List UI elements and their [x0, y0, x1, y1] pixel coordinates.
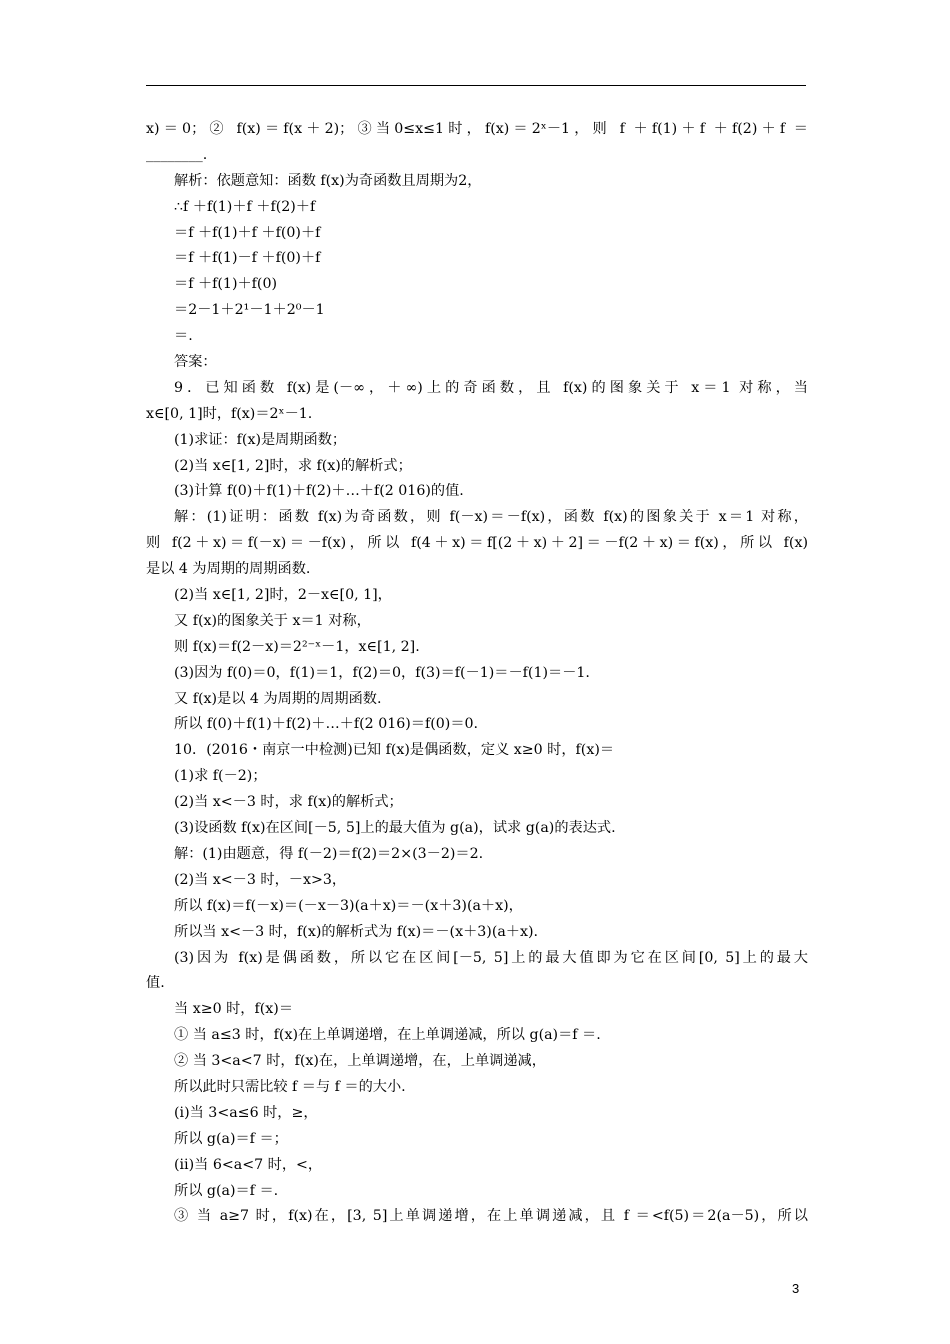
text-line: ② 当 3<a<7 时，f(x)在，上单调递增，在，上单调递减， — [174, 1053, 546, 1070]
text-line: 9．已知函数 f(x)是(－∞，＋∞)上的奇函数，且 f(x)的图象关于 x＝1 对称，当 — [174, 379, 808, 396]
text-line: (2)当 x∈[1, 2]时，求 f(x)的解析式； — [174, 457, 412, 474]
text-line: (3)因为 f(x)是偶函数，所以它在区间[－5, 5]上的最大值即为它在区间[0, 5]上的最大 — [174, 949, 808, 966]
text-line: 又 f(x)的图象关于 x＝1 对称， — [174, 612, 371, 629]
text-line: ________. — [146, 146, 208, 163]
text-line: ③ 当 a≥7 时，f(x)在，[3, 5]上单调递增，在上单调递减，且 f ＝<f(5)＝2(a－5)，所以 — [174, 1208, 808, 1225]
text-line: 当 x≥0 时，f(x)＝ — [174, 1001, 294, 1018]
text-line: 是以 4 为周期的周期函数. — [146, 561, 311, 578]
text-line: (2)当 x∈[1, 2]时，2－x∈[0, 1]， — [174, 587, 392, 604]
text-line: (1)求 f(－2)； — [174, 768, 267, 785]
text-line: ＝f ＋f(1)－f ＋f(0)＋f — [174, 250, 321, 267]
text-line: 则 f(x)＝f(2－x)＝2²⁻ˣ－1，x∈[1, 2]. — [174, 638, 420, 655]
document-body — [146, 117, 808, 1230]
text-line: ∴f ＋f(1)＋f ＋f(2)＋f — [174, 198, 316, 215]
text-line: ＝2－1＋2¹－1＋2⁰－1 — [174, 302, 325, 319]
text-line: ① 当 a≤3 时，f(x)在上单调递增，在上单调递减，所以 g(a)＝f ＝. — [174, 1027, 601, 1044]
text-line: 则 f(2＋x)＝f(－x)＝－f(x)，所以 f(4＋x)＝f[(2＋x)＋2]＝－f(2＋x)＝f(x)，所以 f(x) — [146, 535, 808, 552]
text-line: (3)因为 f(0)＝0，f(1)＝1，f(2)＝0，f(3)＝f(－1)＝－f(1)＝－1. — [174, 664, 590, 681]
text-line: 所以 f(x)＝f(－x)＝(－x－3)(a＋x)＝－(x＋3)(a＋x)， — [174, 897, 523, 914]
text-line: (3)设函数 f(x)在区间[－5, 5]上的最大值为 g(a)，试求 g(a)的表达式. — [174, 820, 616, 837]
text-line: 解：(1)由题意，得 f(－2)＝f(2)＝2×(3－2)＝2. — [174, 845, 484, 862]
text-line: ＝f ＋f(1)＋f(0) — [174, 276, 278, 293]
text-line: 所以 g(a)＝f ＝. — [174, 1182, 279, 1199]
text-line: x)＝0；② f(x)＝f(x＋2)；③当0≤x≤1时，f(x)＝2ˣ－1，则 f ＋f(1)＋f ＋f(2)＋f ＝ — [146, 121, 808, 137]
text-line: (2)当 x<－3 时，－x>3， — [174, 871, 347, 888]
text-line: ＝f ＋f(1)＋f ＋f(0)＋f — [174, 224, 321, 241]
text-line: (3)计算 f(0)＋f(1)＋f(2)＋…＋f(2 016)的值. — [174, 483, 464, 500]
text-line: (ⅰ)当 3<a≤6 时，≥， — [174, 1104, 318, 1121]
text-line: (1)求证：f(x)是周期函数； — [174, 431, 347, 448]
text-line: x∈[0, 1]时，f(x)＝2ˣ－1. — [146, 405, 313, 422]
header-rule — [146, 85, 806, 86]
page-number: 3 — [792, 1281, 800, 1296]
text-line: ＝. — [174, 328, 193, 345]
text-line: 又 f(x)是以 4 为周期的周期函数. — [174, 690, 382, 707]
text-line: 所以 f(0)＋f(1)＋f(2)＋…＋f(2 016)＝f(0)＝0. — [174, 716, 479, 733]
text-line: 值. — [146, 975, 165, 992]
text-line: (2)当 x<－3 时，求 f(x)的解析式； — [174, 794, 403, 811]
text-line: 所以 g(a)＝f ＝； — [174, 1130, 288, 1147]
text-line: 所以此时只需比较 f ＝与 f ＝的大小. — [174, 1078, 406, 1095]
text-line: 答案： — [174, 354, 217, 371]
text-line: 所以当 x<－3 时，f(x)的解析式为 f(x)＝－(x＋3)(a＋x). — [174, 923, 539, 940]
text-line: 解析：依题意知：函数 f(x)为奇函数且周期为2， — [174, 172, 482, 189]
text-line: 解：(1)证明：函数 f(x)为奇函数，则 f(－x)＝－f(x)，函数 f(x)的图象关于 x＝1 对称， — [174, 509, 808, 526]
text-line: 10．(2016・南京一中检测)已知 f(x)是偶函数，定义 x≥0 时，f(x)＝ — [174, 742, 615, 759]
text-line: (ⅱ)当 6<a<7 时，<， — [174, 1156, 323, 1173]
